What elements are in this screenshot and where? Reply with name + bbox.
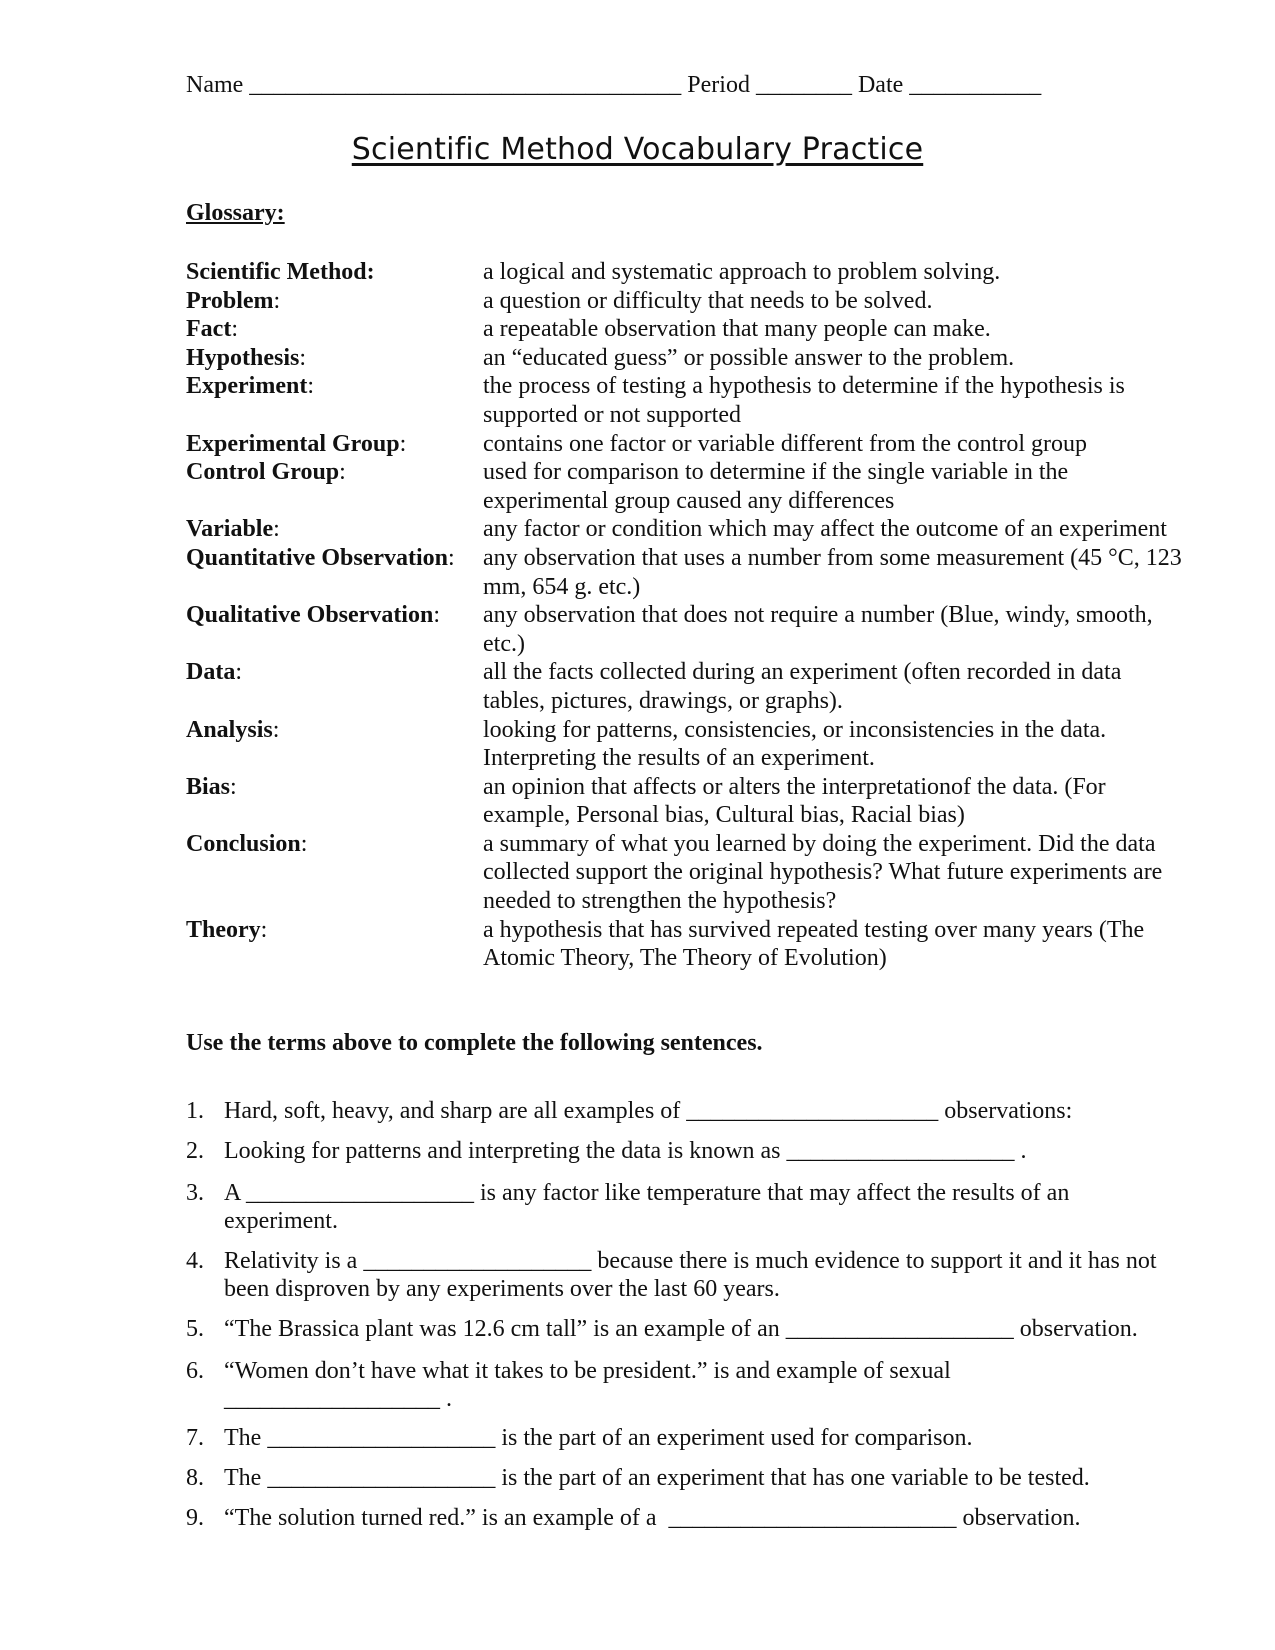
question-number: 1. — [186, 1098, 204, 1124]
glossary-definition: all the facts collected during an experiment (often recorded in data tables, pictures, drawings, or graphs). — [483, 659, 1122, 714]
glossary-definition: any observation that does not require a number (Blue, windy, smooth, etc.) — [483, 602, 1153, 657]
question-1 — [186, 1097, 1186, 1125]
glossary-entry-data — [186, 658, 1186, 715]
question-number: 5. — [186, 1316, 204, 1342]
glossary-entry-experimental-group — [186, 430, 1186, 459]
question-5 — [186, 1315, 1186, 1343]
glossary-entry-control-group — [186, 458, 1186, 515]
glossary-entry-scientific-method — [186, 258, 1186, 287]
question-text: A ___________________ is any factor like temperature that may affect the results of an experiment. — [224, 1180, 1076, 1234]
question-text: Relativity is a ___________________ because there is much evidence to support it and it has not been disproven by any experiments over the last 60 years. — [224, 1248, 1163, 1302]
glossary-term: Variable: — [186, 516, 280, 543]
question-text: Hard, soft, heavy, and sharp are all examples of _____________________ observations: — [224, 1098, 1073, 1124]
question-9 — [186, 1504, 1186, 1532]
glossary-term: Data: — [186, 659, 242, 686]
glossary-definition: contains one factor or variable different from the control group — [483, 430, 1087, 457]
question-6 — [186, 1357, 1186, 1413]
page-title: Scientific Method Vocabulary Practice — [351, 132, 924, 167]
name-period-date-line: Name ____________________________________ Period ________ Date ___________ — [186, 72, 1042, 98]
question-3 — [186, 1179, 1186, 1235]
question-7 — [186, 1424, 1186, 1452]
glossary-entry-theory — [186, 916, 1186, 973]
question-2 — [186, 1137, 1186, 1165]
question-number: 2. — [186, 1138, 204, 1164]
glossary-definition: a repeatable observation that many people can make. — [483, 316, 991, 343]
glossary-term: Problem: — [186, 287, 281, 314]
glossary-definition: any factor or condition which may affect the outcome of an experiment — [483, 516, 1167, 543]
question-4 — [186, 1247, 1186, 1303]
glossary-definition: used for comparison to determine if the single variable in the experimental group caused any differences — [483, 459, 1069, 514]
glossary-definition: a question or difficulty that needs to be solved. — [483, 287, 933, 314]
question-text: “The Brassica plant was 12.6 cm tall” is an example of an ___________________ observation. — [224, 1316, 1138, 1342]
glossary-term: Hypothesis: — [186, 344, 307, 371]
question-text: The ___________________ is the part of an experiment that has one variable to be tested. — [224, 1465, 1090, 1491]
glossary-term: Quantitative Observation: — [186, 544, 455, 571]
glossary-term: Experimental Group: — [186, 430, 407, 457]
glossary-term: Bias: — [186, 773, 237, 800]
question-number: 4. — [186, 1248, 204, 1274]
glossary-definition: an opinion that affects or alters the interpretationof the data. (For example, Personal bias, Cultural bias, Racial bias) — [483, 773, 1106, 829]
glossary-term: Qualitative Observation: — [186, 602, 440, 629]
glossary-term: Theory: — [186, 916, 268, 943]
glossary-definition: an “educated guess” or possible answer to the problem. — [483, 344, 1015, 371]
glossary-definition: any observation that uses a number from some measurement (45 °C, 123 mm, 654 g. etc.) — [483, 544, 1182, 600]
glossary-term: Analysis: — [186, 716, 280, 743]
glossary-heading: Glossary: — [186, 200, 285, 226]
glossary-entry-analysis — [186, 716, 1186, 773]
glossary-term: Conclusion: — [186, 830, 308, 857]
glossary-term: Control Group: — [186, 459, 346, 486]
question-number: 3. — [186, 1180, 204, 1206]
glossary-list — [186, 258, 1186, 973]
glossary-definition: the process of testing a hypothesis to determine if the hypothesis is supported or not supported — [483, 373, 1125, 428]
question-number: 7. — [186, 1425, 204, 1451]
glossary-entry-fact — [186, 315, 1186, 344]
glossary-entry-problem — [186, 287, 1186, 316]
question-number: 6. — [186, 1358, 204, 1384]
glossary-term: Experiment: — [186, 373, 314, 400]
glossary-entry-conclusion — [186, 830, 1186, 916]
glossary-definition: a logical and systematic approach to problem solving. — [483, 259, 1001, 285]
instructions-heading: Use the terms above to complete the following sentences. — [186, 1030, 763, 1056]
glossary-entry-quantitative-observation — [186, 544, 1186, 601]
glossary-term: Fact: — [186, 316, 238, 343]
glossary-definition: looking for patterns, consistencies, or inconsistencies in the data. Interpreting the results of an experiment. — [483, 716, 1107, 772]
question-text: “Women don’t have what it takes to be president.” is and example of sexual __________________ . — [224, 1358, 951, 1412]
question-text: Looking for patterns and interpreting the data is known as ___________________ . — [224, 1138, 1027, 1164]
glossary-entry-hypothesis — [186, 344, 1186, 373]
question-text: The ___________________ is the part of an experiment used for comparison. — [224, 1425, 973, 1451]
glossary-entry-variable — [186, 515, 1186, 544]
glossary-definition: a summary of what you learned by doing the experiment. Did the data collected support the original hypothesis? What future experiments are needed to strengthen the hypothesis? — [483, 830, 1163, 915]
glossary-entry-experiment — [186, 372, 1186, 429]
question-text: “The solution turned red.” is an example of a ________________________ observation. — [224, 1505, 1081, 1531]
glossary-entry-bias — [186, 773, 1186, 830]
question-8 — [186, 1464, 1186, 1492]
glossary-entry-qualitative-observation — [186, 601, 1186, 658]
question-number: 9. — [186, 1505, 204, 1531]
glossary-definition: a hypothesis that has survived repeated testing over many years (The Atomic Theory, The Theory of Evolution) — [483, 916, 1145, 972]
glossary-term: Scientific Method: — [186, 259, 375, 285]
question-number: 8. — [186, 1465, 204, 1491]
